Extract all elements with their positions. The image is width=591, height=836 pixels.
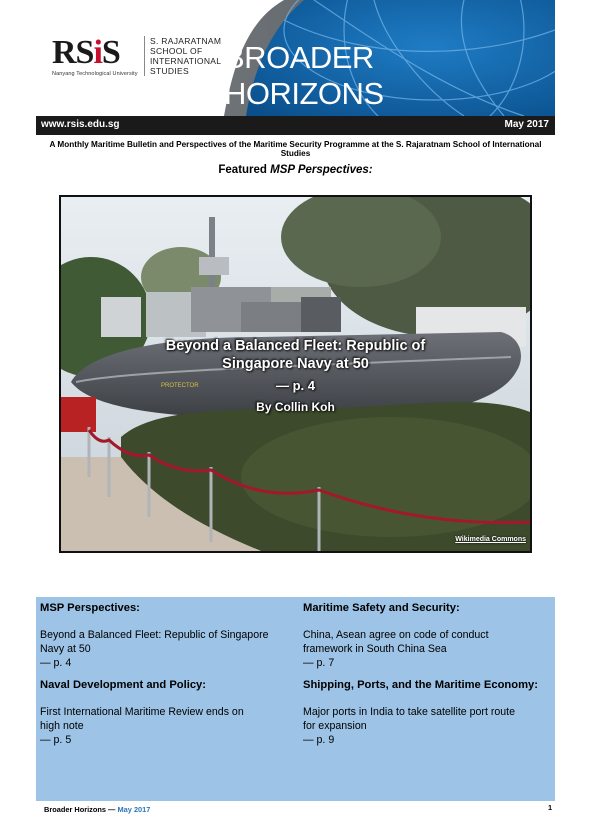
featured-article-overlay[interactable] bbox=[61, 337, 530, 414]
logo-divider bbox=[144, 36, 145, 76]
featured-article-title-line2: Singapore Navy at 50 bbox=[222, 356, 369, 372]
featured-article-page: — p. 4 bbox=[275, 378, 315, 393]
ntu-subtext: Nanyang Technological University bbox=[52, 71, 138, 77]
masthead bbox=[36, 0, 555, 116]
featured-article-author: By Collin Koh bbox=[256, 400, 335, 414]
tagline: A Monthly Maritime Bulletin and Perspectives of the Maritime Security Programme at the S. Rajaratnam School of International Studies bbox=[49, 140, 542, 158]
school-name: S. RAJARATNAM SCHOOL OF INTERNATIONAL STUDIES bbox=[150, 36, 222, 76]
rsis-logo-wordmark: RSiS bbox=[52, 34, 120, 71]
featured-article-title-line1: Beyond a Balanced Fleet: Republic of bbox=[165, 338, 426, 354]
contents-left-column bbox=[40, 597, 295, 755]
article-link[interactable]: China, Asean agree on code of conduct framework in South China Sea — p. 7 bbox=[303, 629, 489, 669]
footer-publication: Broader Horizons — May 2017 bbox=[44, 805, 151, 814]
photo-credit-link[interactable]: Wikimedia Commons bbox=[455, 536, 526, 543]
contents-box bbox=[36, 597, 555, 801]
boat-name: PROTECTOR bbox=[161, 383, 199, 389]
rsis-logo bbox=[52, 34, 252, 84]
featured-photo bbox=[59, 195, 532, 553]
publication-title: BROADER HORIZONS bbox=[224, 40, 384, 111]
section-heading: Naval Development and Policy: bbox=[40, 679, 206, 691]
contents-right-column bbox=[303, 597, 553, 755]
section-heading: Maritime Safety and Security: bbox=[303, 602, 460, 614]
page-number: 1 bbox=[548, 803, 553, 812]
section-heading: MSP Perspectives: bbox=[40, 602, 140, 614]
section-heading: Shipping, Ports, and the Maritime Economy: bbox=[303, 679, 538, 691]
article-link[interactable]: First International Maritime Review ends on high note — p. 5 bbox=[40, 706, 244, 746]
article-link[interactable]: Beyond a Balanced Fleet: Republic of Singapore Navy at 50 — p. 4 bbox=[40, 629, 269, 669]
info-bar bbox=[36, 116, 555, 135]
title-banner bbox=[224, 0, 555, 116]
article-link[interactable]: Major ports in India to take satellite port route for expansion — p. 9 bbox=[303, 706, 515, 746]
website-link[interactable]: www.rsis.edu.sg bbox=[41, 119, 120, 130]
featured-heading: Featured MSP Perspectives: bbox=[218, 164, 373, 176]
issue-date: May 2017 bbox=[504, 119, 549, 130]
